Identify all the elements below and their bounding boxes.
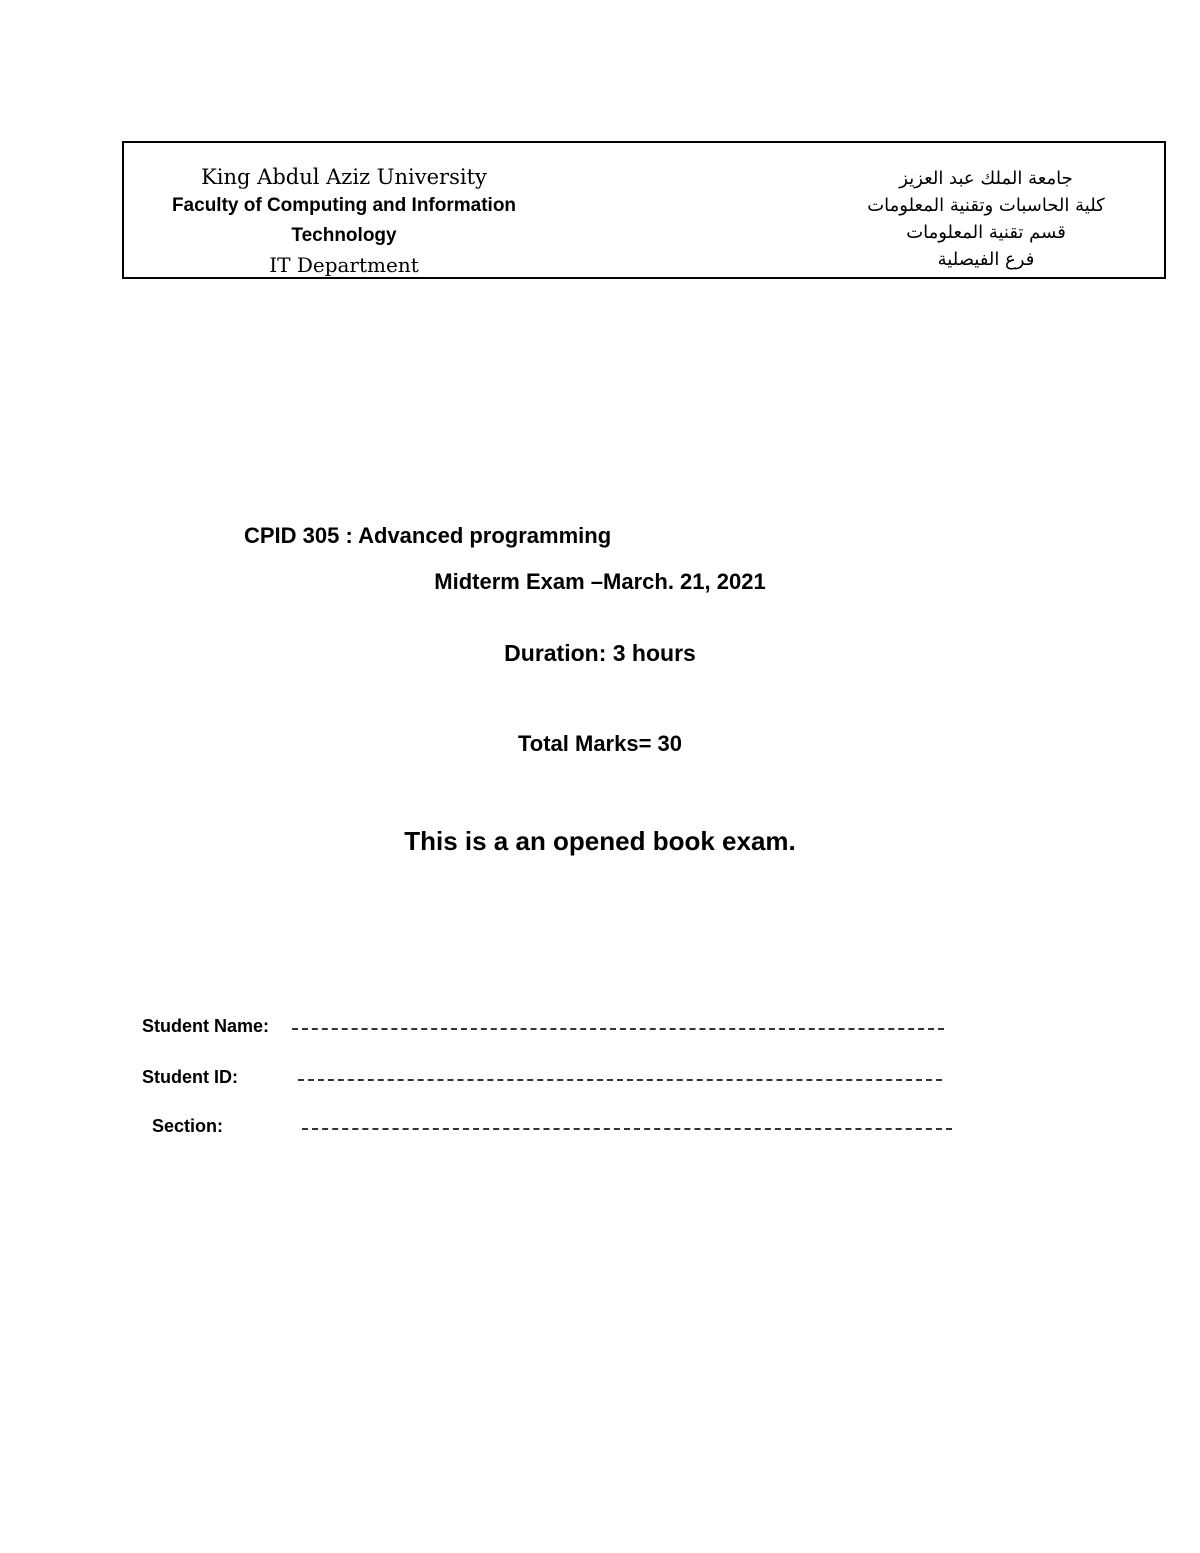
exam-note: This is a an opened book exam. <box>404 826 796 856</box>
university-name-en: King Abdul Aziz University <box>201 165 487 189</box>
student-id-line[interactable] <box>298 1079 942 1081</box>
exam-title: Midterm Exam –March. 21, 2021 <box>434 569 766 594</box>
header-arabic <box>836 165 1136 273</box>
faculty-name-ar: كلية الحاسبات وتقنية المعلومات <box>867 195 1105 216</box>
university-name-ar: جامعة الملك عبد العزيز <box>899 168 1073 189</box>
header-english <box>134 163 554 279</box>
total-marks: Total Marks= 30 <box>517 731 683 756</box>
department-name-en: IT Department <box>269 253 419 277</box>
faculty-name-en: Faculty of Computing and Information Technology <box>171 195 517 246</box>
branch-name-ar: فرع الفيصلية <box>937 249 1035 270</box>
header-box <box>122 141 1166 279</box>
course-title: CPID 305 : Advanced programming <box>244 523 612 548</box>
exam-duration: Duration: 3 hours <box>504 640 696 666</box>
student-id-label: Student ID: <box>142 1067 238 1087</box>
department-name-ar: قسم تقنية المعلومات <box>906 222 1066 243</box>
student-name-line[interactable] <box>292 1028 944 1030</box>
section-label: Section: <box>152 1116 224 1136</box>
section-line[interactable] <box>302 1128 952 1130</box>
student-name-label: Student Name: <box>142 1016 270 1036</box>
